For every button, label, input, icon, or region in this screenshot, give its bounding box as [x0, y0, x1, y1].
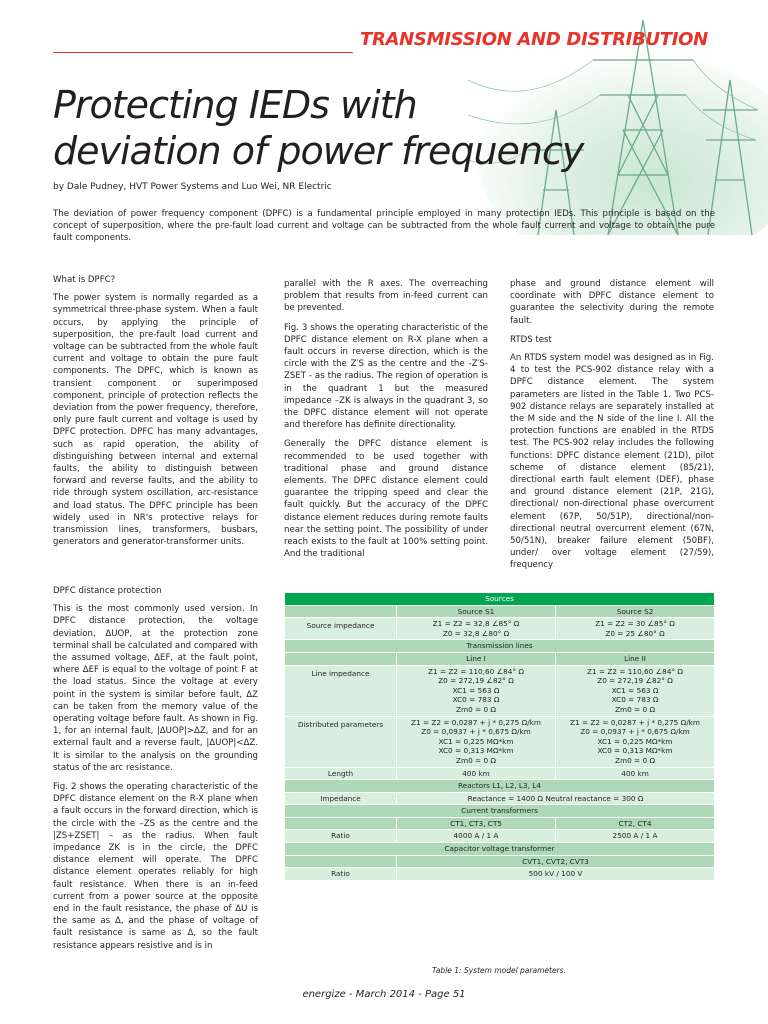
paragraph: The power system is normally regarded as a symmetrical three-phase system. When a fault occurs, by applying the principle of superposition, the pre-fault load current and voltage can be subtracted from the whole fault current and voltage to obtain the pure fault components. The DPFC, which is known as transient component or superimposed component, principle of protection reflects the deviation from the power frequency, therefore, only pure fault current and voltage is used by DPFC protection. DPFC has many advantages, such as rapid operation, the ability of distinguishing between internal and external faults, the ability to distinguish between forward and reverse faults, and the ability to ride through system oscillation, arc-resistance and load status. The DPFC principle has been widely used in NR's protective relays for transmission lines, transformers, busbars, generators and generator-transformer units.: [53, 293, 258, 548]
table-row: Impedance Reactance = 1400 Ω Neutral reactance = 300 Ω: [285, 792, 715, 805]
paragraph: An RTDS system model was designed as in Fig. 4 to test the PCS-902 distance relay with a DPFC distance element. The system parameters are listed in the Table 1. Two PCS-902 distance relays are separately installed at the M side and the N side of the line I. All the protection functions are enabled in the RTDS test. The PCS-902 relay includes the following functions: DPFC distance element (21D), pilot scheme of distance element (85/21), directional earth fault element (DEF), phase and ground distance element (21P, 21G), directional/ non-directional phase overcurrent element (67P, 50/51P), directional/non-directional neutral overcurrent element (67N, 50/51N), breaker failure element (50BF), under/ over voltage element (27/59), frequency: [510, 353, 714, 571]
table-row: Distributed parameters Z1 = Z2 = 0,0287 + j * 0,275 Ω/km Z0 = 0,0937 + j * 0,675 Ω/km XC1 = 0,225 MΩ*km XC0 = 0,313 MΩ*km Zm0 = 0 Ω Z1 = Z2 = 0,0287 + j * 0,275 Ω/km Z0 = 0,0937 + j * 0,675 Ω/km XC1 = 0,225 MΩ*km XC0 = 0,313 MΩ*km Zm0 = 0 Ω: [285, 716, 715, 767]
table-row: CT1, CT3, CT5 CT2, CT4: [285, 817, 715, 830]
column-1-top: [53, 274, 258, 555]
table-row: Ratio 4000 A / 1 A 2500 A / 1 A: [285, 830, 715, 843]
table-band-row: Transmission lines: [285, 640, 715, 653]
system-parameters-table: [284, 592, 715, 881]
table-row: Length 400 km 400 km: [285, 767, 715, 780]
system-parameters-table-container: [284, 592, 714, 881]
table-caption: Table 1: System model parameters.: [432, 966, 566, 975]
byline: by Dale Pudney, HVT Power Systems and Luo Wei, NR Electric: [53, 182, 332, 192]
paragraph: phase and ground distance element will coordinate with DPFC distance element to guarantee the selectivity during the remote fault.: [510, 279, 714, 326]
paragraph: Fig. 2 shows the operating characteristic of the DPFC distance element on the R-X plane when a fault occurs in the forward direction, which is the circle with the –ZS as the centre and the |ZS+ZSET| – as the radius. When fault impedance ZK is in the circle, the DPFC distance element will operate. The DPFC distance element operates reliably for high fault resistance. When there is an in-feed current from a power source at the opposite end in the fault resistance, the phase of ΔU is the same as Δ, and the phase of voltage of fault resistance is same as Δ, so the fault resistance appears resistive and is in: [53, 782, 258, 951]
paragraph: Generally the DPFC distance element is recommended to be used together with traditional phase and ground distance elements. The DPFC distance element could guarantee the tripping speed and clear the fault quickly. But the accuracy of the DPFC distance element reduces during remote faults near the setting point. The possibility of under reach exists to the fault at 100% setting point. And the traditional: [284, 439, 488, 560]
table-row: CVT1, CVT2, CVT3: [285, 855, 715, 868]
table-band-row: Sources: [285, 593, 715, 606]
table-row: Source impedance Z1 = Z2 = 32,8 ∠85° Ω Z0 = 32,8 ∠80° Ω Z1 = Z2 = 30 ∠85° Ω Z0 = 25 ∠80° Ω: [285, 618, 715, 640]
title-line-2: deviation of power frequency: [53, 129, 584, 173]
paragraph: This is the most commonly used version. In DPFC distance protection, the voltage deviation, ΔUOP, at the protection zone terminal shall be calculated and compared with the assumed voltage, ΔEF, at the fault point, where ΔEF is equal to the voltage of point F at the load status. Since the voltage at every point in the system is similar before fault, ΔZ can be taken from the memory value of the operating voltage before fault. As shown in Fig. 1, for an internal fault, |ΔUOP|>ΔZ, and for an external fault and a reverse fault, |ΔUOP|<ΔZ. It is similar to the analysis on the grounding status of the arc resistance.: [53, 604, 258, 773]
paragraph: Fig. 3 shows the operating characteristic of the DPFC distance element on R-X plane when a fault occurs in reverse direction, which is the circle with the Z′S as the centre and the -Z′S-ZSET - as the radius. The region of operation is in the quadrant 1 but the measured impedance –ZK is always in the quadrant 3, so the DPFC distance element will not operate and therefore has definite directionality.: [284, 322, 488, 431]
table-band-row: Current transformers: [285, 805, 715, 818]
page-footer: energize - March 2014 - Page 51: [302, 989, 466, 1000]
heading-dpfc-distance-protection: DPFC distance protection: [53, 586, 162, 596]
heading-rtds-test: RTDS test: [510, 334, 552, 345]
table-row: Line I Line II: [285, 652, 715, 665]
column-2: [284, 278, 488, 567]
header-rule: [53, 52, 353, 53]
article-title: [53, 82, 613, 174]
table-band-row: Reactors L1, L2, L3, L4: [285, 780, 715, 793]
section-heading: TRANSMISSION AND DISTRIBUTION: [360, 29, 708, 50]
heading-what-is-dpfc: What is DPFC?: [53, 275, 116, 285]
column-1-bottom: [53, 585, 258, 959]
paragraph: parallel with the R axes. The overreaching problem that results from in-feed current can be prevented.: [284, 279, 488, 314]
table-band-row: Capacitor voltage transformer: [285, 843, 715, 856]
table-row: Source S1 Source S2: [285, 605, 715, 618]
table-row: Line impedance Z1 = Z2 = 110,60 ∠84° Ω Z0 = 272,19 ∠82° Ω XC1 = 563 Ω XC0 = 783 Ω Zm0 = 0 Ω Z1 = Z2 = 110,60 ∠84° Ω Z0 = 272,19 ∠82° Ω XC1 = 563 Ω XC0 = 783 Ω Zm0 = 0 Ω: [285, 665, 715, 716]
title-line-1: Protecting IEDs with: [53, 83, 417, 127]
intro-paragraph: The deviation of power frequency component (DPFC) is a fundamental principle employed in many protection IEDs. This principle is based on the concept of superposition, where the pre-fault load current and voltage can be subtracted from the whole fault current and voltage to obtain the pure fault components.: [53, 209, 715, 244]
table-row: Ratio 500 kV / 100 V: [285, 868, 715, 881]
column-3: [510, 278, 714, 579]
